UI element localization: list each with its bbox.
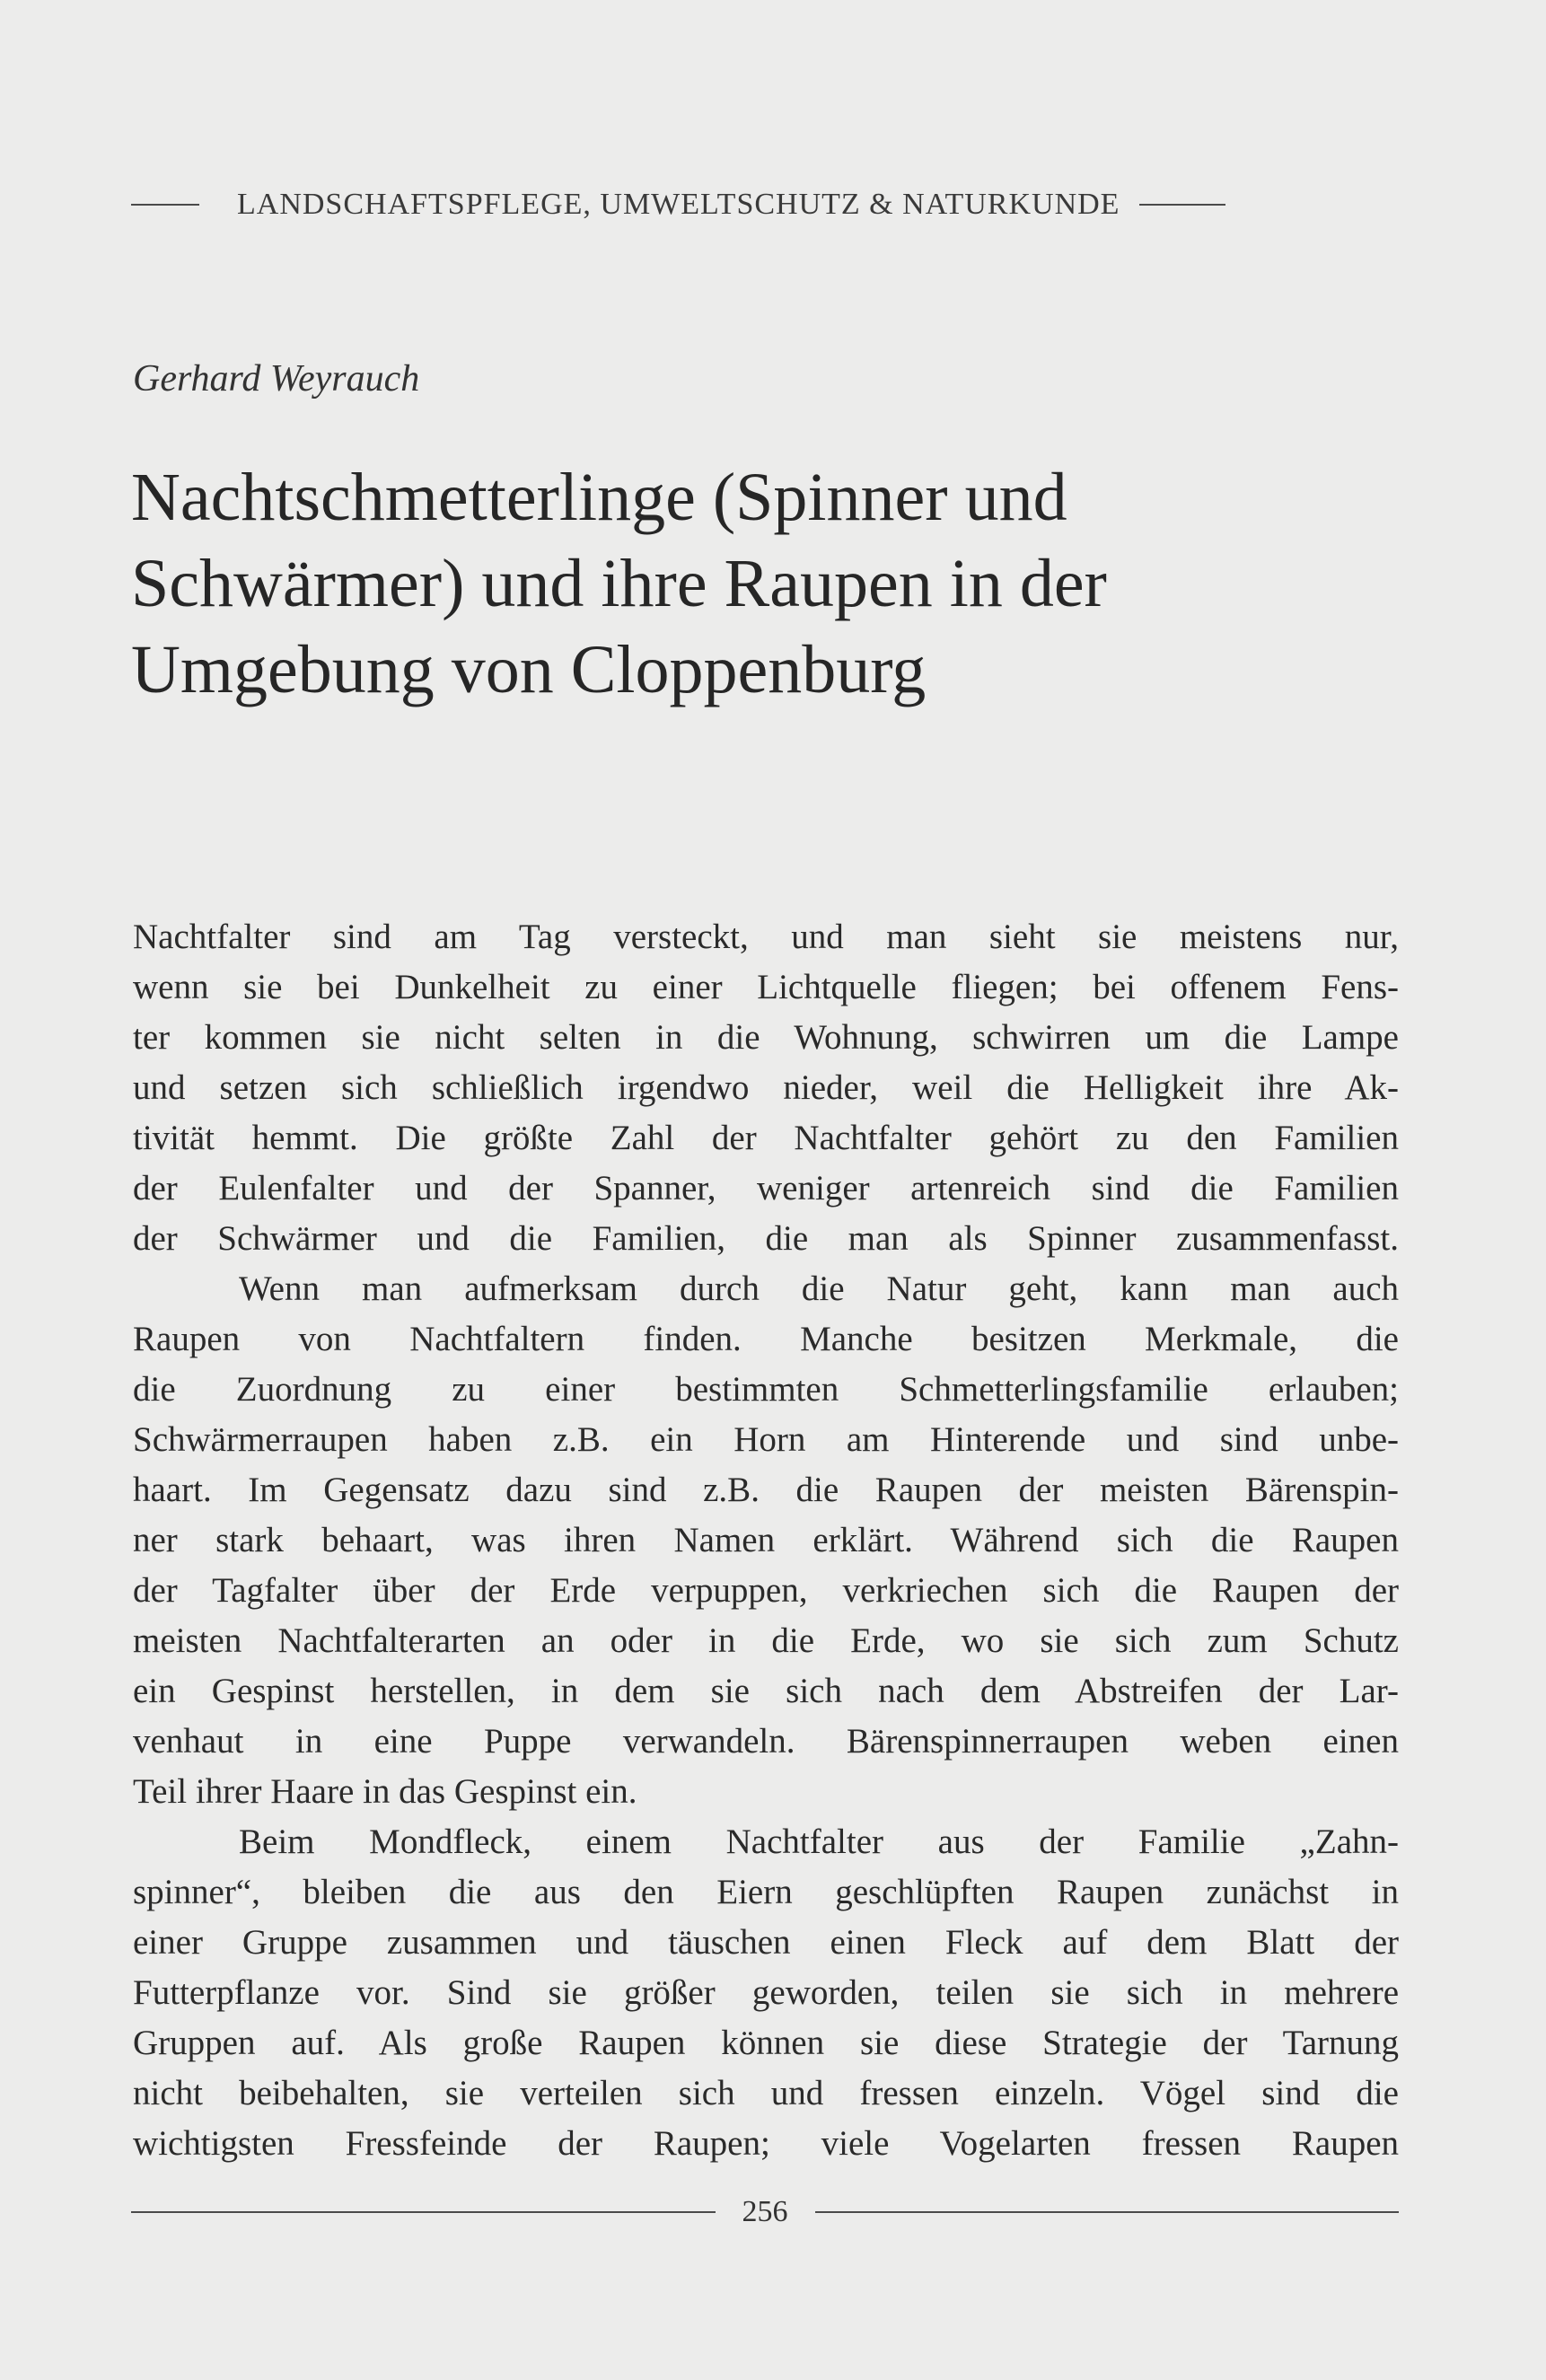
text-line: wichtigsten Fressfeinde der Raupen; viele Vogelarten fressen Raupen [133, 2124, 1399, 2163]
title-line: Schwärmer) und ihre Raupen in der [131, 546, 1107, 621]
text-line: ein Gespinst herstellen, in dem sie sich nach dem Abstreifen der Lar- [133, 1672, 1399, 1710]
text-line: und setzen sich schließlich irgendwo nieder, weil die Helligkeit ihre Ak- [133, 1068, 1399, 1107]
article-title [131, 454, 1406, 713]
text-line: wenn sie bei Dunkelheit zu einer Lichtquelle fliegen; bei offenem Fens- [133, 968, 1399, 1006]
running-head-text: LANDSCHAFTSPFLEGE, UMWELTSCHUTZ & NATURKUNDE [237, 188, 1120, 221]
text-line: Wenn man aufmerksam durch die Natur geht, kann man auch [239, 1269, 1399, 1308]
text-line: nicht beibehalten, sie verteilen sich und fressen einzeln. Vögel sind die [133, 2074, 1399, 2112]
text-line: der Schwärmer und die Familien, die man als Spinner zusammenfasst. [133, 1219, 1399, 1258]
text-line: der Eulenfalter und der Spanner, weniger artenreich sind die Familien [133, 1169, 1399, 1208]
text-line: der Tagfalter über der Erde verpuppen, verkriechen sich die Raupen der [133, 1571, 1399, 1610]
text-line: spinner“, bleiben die aus den Eiern geschlüpften Raupen zunächst in [133, 1873, 1399, 1911]
article-body [133, 912, 1399, 2169]
title-line: Umgebung von Cloppenburg [131, 632, 927, 707]
page-footer [131, 2194, 1399, 2230]
paragraph-3 [133, 1817, 1399, 2169]
text-line: Beim Mondfleck, einem Nachtfalter aus der Familie „Zahn- [239, 1822, 1399, 1861]
text-line: Teil ihrer Haare in das Gespinst ein. [133, 1772, 637, 1811]
text-line: haart. Im Gegensatz dazu sind z.B. die Raupen der meisten Bärenspin- [133, 1471, 1399, 1509]
text-line: ner stark behaart, was ihren Namen erklärt. Während sich die Raupen [133, 1521, 1399, 1559]
running-head-rule-left [131, 204, 199, 206]
text-line: Gruppen auf. Als große Raupen können sie diese Strategie der Tarnung [133, 2024, 1399, 2062]
title-line: Nachtschmetterlinge (Spinner und [131, 460, 1067, 535]
text-line: ter kommen sie nicht selten in die Wohnung, schwirren um die Lampe [133, 1018, 1399, 1057]
page-number: 256 [742, 2195, 788, 2228]
running-head-rule-right [1139, 204, 1225, 206]
text-line: Nachtfalter sind am Tag versteckt, und man sieht sie meistens nur, [133, 918, 1399, 956]
text-line: Schwärmerraupen haben z.B. ein Horn am Hinterende und sind unbe- [133, 1420, 1399, 1459]
author-name: Gerhard Weyrauch [133, 358, 420, 400]
text-line: die Zuordnung zu einer bestimmten Schmetterlingsfamilie erlauben; [133, 1370, 1399, 1409]
running-head [131, 187, 1397, 223]
footer-rule-right [815, 2211, 1400, 2213]
text-line: Futterpflanze vor. Sind sie größer geworden, teilen sie sich in mehrere [133, 1973, 1399, 2012]
paragraph-2 [133, 1264, 1399, 1817]
text-line: einer Gruppe zusammen und täuschen einen Fleck auf dem Blatt der [133, 1923, 1399, 1962]
text-line: tivität hemmt. Die größte Zahl der Nachtfalter gehört zu den Familien [133, 1119, 1399, 1157]
footer-rule-left [131, 2211, 716, 2213]
paragraph-1 [133, 912, 1399, 1264]
text-line: venhaut in eine Puppe verwandeln. Bärenspinnerraupen weben einen [133, 1722, 1399, 1761]
text-line: Raupen von Nachtfaltern finden. Manche besitzen Merkmale, die [133, 1320, 1399, 1358]
text-line: meisten Nachtfalterarten an oder in die Erde, wo sie sich zum Schutz [133, 1621, 1399, 1660]
